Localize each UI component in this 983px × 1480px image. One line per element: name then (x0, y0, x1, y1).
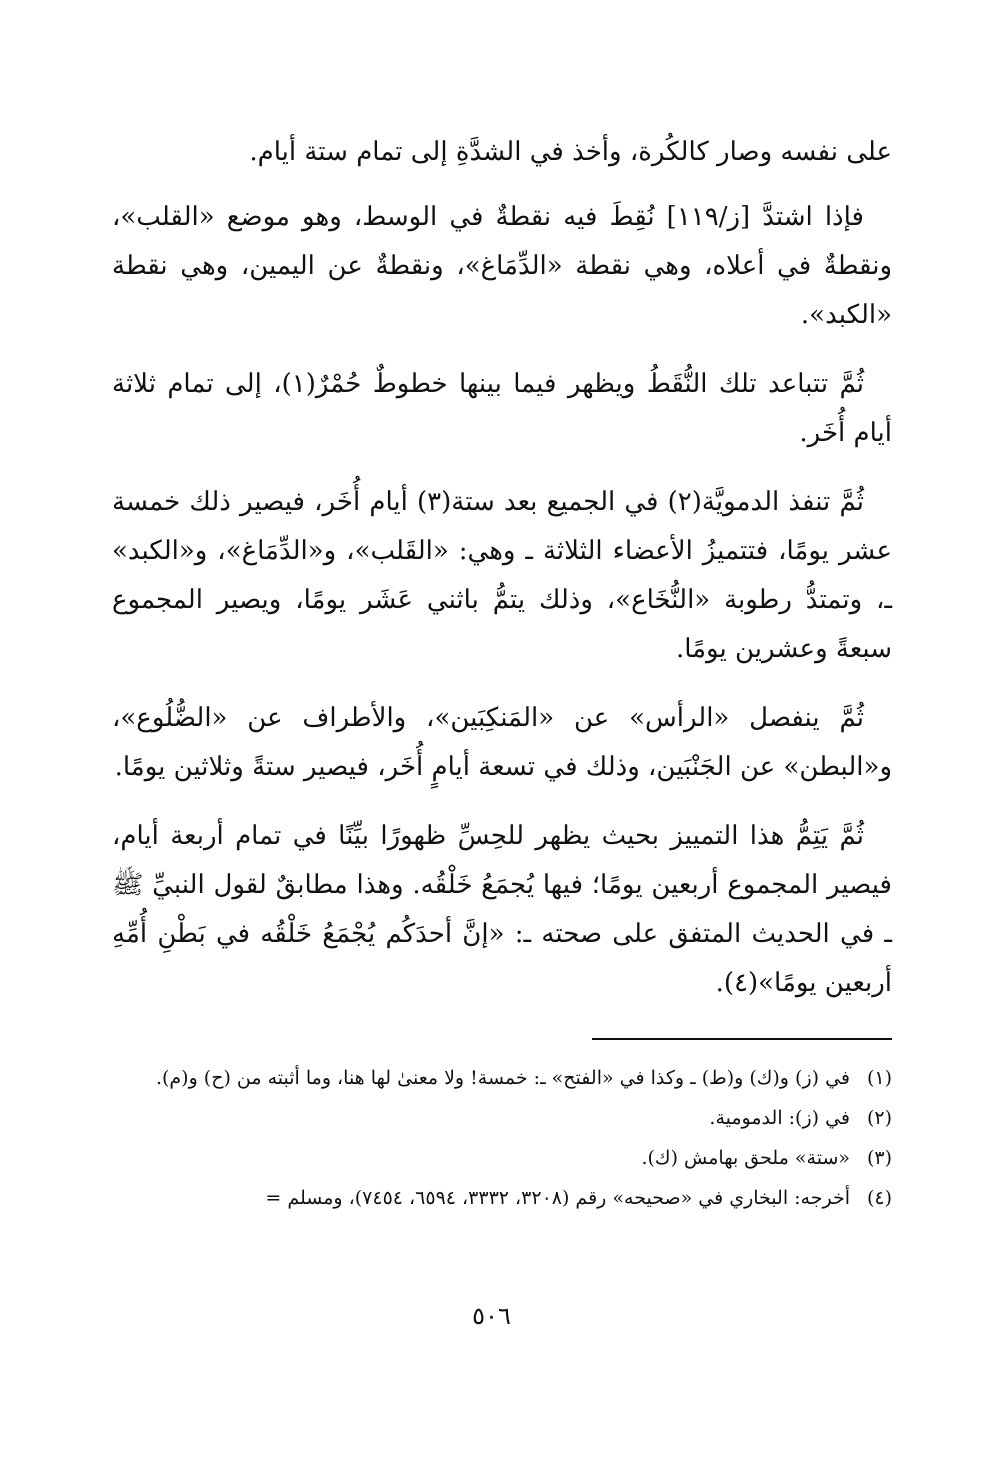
footnote-divider (592, 1038, 892, 1040)
footnote-1 (112, 1060, 892, 1096)
footnote-2 (112, 1100, 892, 1136)
footnote-number: (٣) (866, 1147, 892, 1169)
footnote-4 (112, 1180, 892, 1216)
page-body (112, 128, 892, 1220)
paragraph-3: ثُمَّ تتباعد تلك النُّقَطُ ويظهر فيما بينها خطوطٌ حُمْرٌ(١)، إلى تمام ثلاثة أيام أُخَر. (112, 369, 892, 448)
footnote-text: أخرجه: البخاري في «صحيحه» رقم (٣٢٠٨، ٣٣٣٢، ٦٥٩٤، ٧٤٥٤)، ومسلم = (265, 1187, 850, 1209)
footnote-text: «ستة» ملحق بهامش (ك). (641, 1147, 850, 1169)
paragraph-1: على نفسه وصار كالكُرة، وأخذ في الشدَّةِ إلى تمام ستة أيام. (249, 137, 892, 167)
footnote-3 (112, 1140, 892, 1176)
footnote-number: (٢) (866, 1107, 892, 1129)
footnote-text: في (ز): الدمومية. (709, 1107, 850, 1129)
paragraph-2: فإذا اشتدَّ [ز/١١٩] نُقِطَ فيه نقطةٌ في الوسط، وهو موضع «القلب»، ونقطةٌ في أعلاه، وهي نقطة «الدِّمَاغ»، ونقطةٌ عن اليمين، وهي نقطة «الكبد». (112, 202, 892, 330)
paragraph-6: ثُمَّ يَتِمُّ هذا التمييز بحيث يظهر للحِسِّ ظهورًا بيِّنًا في تمام أربعة أيام، فيصير المجموع أربعين يومًا؛ فيها يُجمَعُ خَلْقُه. وهذا مطابقٌ لقول النبيِّ ﷺ ـ في الحديث المتفق على صحته ـ: «إنَّ أحدَكُم يُجْمَعُ خَلْقُه في بَطْنِ أُمِّهِ أربعين يومًا»(٤). (112, 821, 892, 998)
footnote-number: (١) (866, 1067, 892, 1089)
paragraph-5: ثُمَّ ينفصل «الرأس» عن «المَنكِبَين»، والأطراف عن «الضُّلُوع»، و«البطن» عن الجَنْبَين، وذلك في تسعة أيامٍ أُخَر، فيصير ستةً وثلاثين يومًا. (112, 703, 892, 782)
footnote-text: في (ز) و(ك) و(ط) ـ وكذا في «الفتح» ـ: خمسة! ولا معنىٰ لها هنا، وما أثبته من (ح) و(م). (155, 1067, 850, 1089)
paragraph-4: ثُمَّ تنفذ الدمويَّة(٢) في الجميع بعد ستة(٣) أيام أُخَر، فيصير ذلك خمسة عشر يومًا، فتتميزُ الأعضاء الثلاثة ـ وهي: «القَلب»، و«الدِّمَاغ»، و«الكبد» ـ، وتمتدُّ رطوبة «النُّخَاع»، وذلك يتمُّ باثني عَشَر يومًا، ويصير المجموع سبعةً وعشرين يومًا. (112, 487, 893, 664)
page-number: ٥٠٦ (472, 1302, 511, 1330)
footnote-number: (٤) (866, 1187, 892, 1209)
